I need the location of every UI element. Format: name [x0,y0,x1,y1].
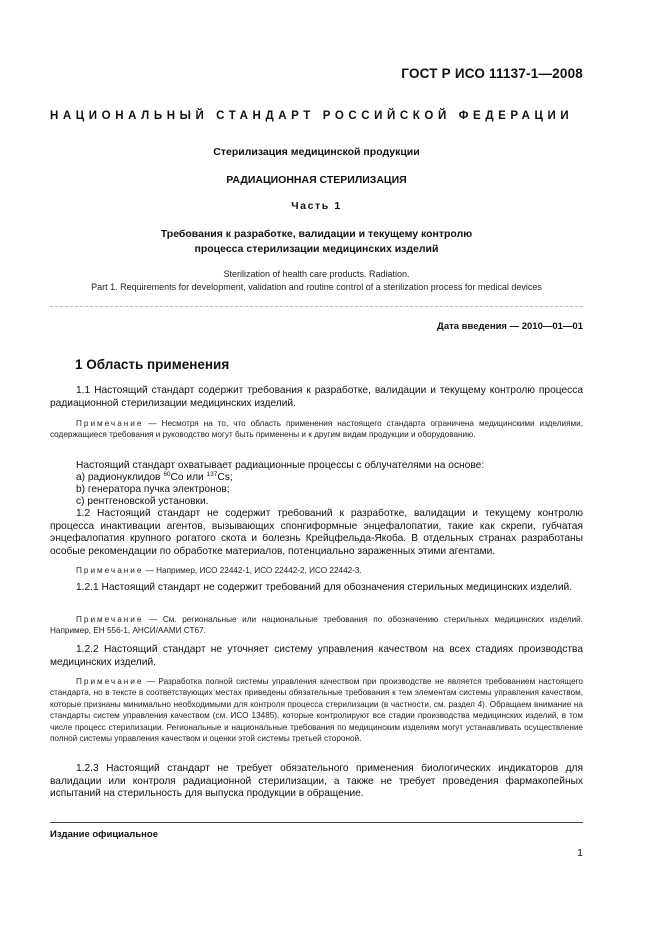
title-part: Часть 1 [291,200,342,212]
note-text: — Разработка полной системы управления качеством при производстве не является требованием настоящего стандарта, но в тексте в соответствующих местах приведены обязательные требования к тем элементам системы управления качеством, которые признаны минимально необходимыми для контроля процесса стерилизации (в частности, см. раздел 4). Обращаем внимание на стандарты систем управления качеством (см. ИСО 13485), которые контролируют все стадии производства медицинских изделий, в том числе процесс стерилизации. Региональные и национальные требования по медицинским изделиям могут устанавливать осуществление полной системы управления качеством и оценки этой системы третьей стороной. [50,677,583,744]
title-main: РАДИАЦИОННАЯ СТЕРИЛИЗАЦИЯ [226,174,407,186]
note-text: — Например, ИСО 22442-1, ИСО 22442-2, ИСО 22442-3. [145,566,362,575]
paragraph-1-2: 1.2 Настоящий стандарт не содержит требований к разработке, валидации и текущему контролю процесса инактивации агентов, вызывающих спонгиформные энцефалопатии, такие как скрепи, губчатая энцефалопатия крупного рогатого скота и болезнь Крейцфельда-Якоба. В отдельных странах разработаны особые рекомендации по обработке материалов, потенциально зараженных этими агентами. [50,508,583,557]
title-subject: Стерилизация медицинской продукции [213,146,420,158]
note-label: Примечание [76,677,144,686]
paragraph-1-2-2: 1.2.2 Настоящий стандарт не уточняет систему управления качеством на всех стадиях производства медицинских изделий. [50,644,583,668]
paragraph-1-2-1: 1.2.1 Настоящий стандарт не содержит требований для обозначения стерильных медицинских изделий. [76,582,573,593]
title-part-name [50,227,583,257]
note-label: Примечание [76,566,144,575]
page-number: 1 [577,847,583,859]
national-standard-banner: НАЦИОНАЛЬНЫЙ СТАНДАРТ РОССИЙСКОЙ ФЕДЕРАЦИИ [50,110,574,122]
introduction-date: Дата введения — 2010—01—01 [437,321,583,332]
divider-line [50,306,583,307]
paragraph-1-1: 1.1 Настоящий стандарт содержит требования к разработке, валидации и текущему контролю процесса радиационной стерилизации медицинских изделий. [50,385,583,409]
note-3 [50,614,583,637]
list-item-c: c) рентгеновской установки. [76,496,209,507]
isotope-mass-137: 137 [206,471,218,478]
paragraph-1-2-3: 1.2.3 Настоящий стандарт не требует обязательного применения биологических индикаторов для валидации или контроля радиационной стерилизации, а также не требует проведения фармакопейных испытаний на стерильность для выпуска продукции в обращение. [50,763,583,799]
note-label: Примечание [76,615,144,624]
footer-rule [50,822,583,823]
english-title-line2: Part 1. Requirements for development, validation and routine control of a sterilization process for medical devices [91,282,542,292]
edition-label: Издание официальное [50,829,158,840]
title-part-name-line1: Требования к разработке, валидации и текущему контролю [160,228,473,240]
document-number: ГОСТ Р ИСО 11137-1—2008 [401,66,583,81]
note-text: — См. региональные или национальные требования по обозначению стерильных медицинских изделий. Например, ЕН 556-1, АНСИ/ААМИ СТ67. [50,615,583,636]
english-title-line1: Sterilization of health care products. Radiation. [223,269,410,279]
list-item-a-end: Cs; [217,472,233,483]
note-text: — Несмотря на то, что область применения настоящего стандарта ограничена медицинскими изделиями, содержащиеся требования и руководство могут быть применены и к другим видам продукции и оборудованию. [50,419,583,440]
note-1 [50,418,583,441]
list-item-b: b) генератора пучка электронов; [76,484,230,495]
english-title [50,268,583,294]
section-heading: 1 Область применения [75,357,230,372]
note-2 [50,565,583,576]
note-4 [50,676,583,744]
list-item-a-mid: Co или [170,472,207,483]
paragraph-coverage: Настоящий стандарт охватывает радиационные процессы с облучателями на основе: [76,460,485,471]
note-label: Примечание [76,419,144,428]
list-item-a [76,472,233,485]
list-item-a-prefix: a) радионуклидов [76,472,164,483]
isotope-mass-60: 60 [163,471,171,478]
title-part-name-line2: процесса стерилизации медицинских изделий [194,243,439,255]
